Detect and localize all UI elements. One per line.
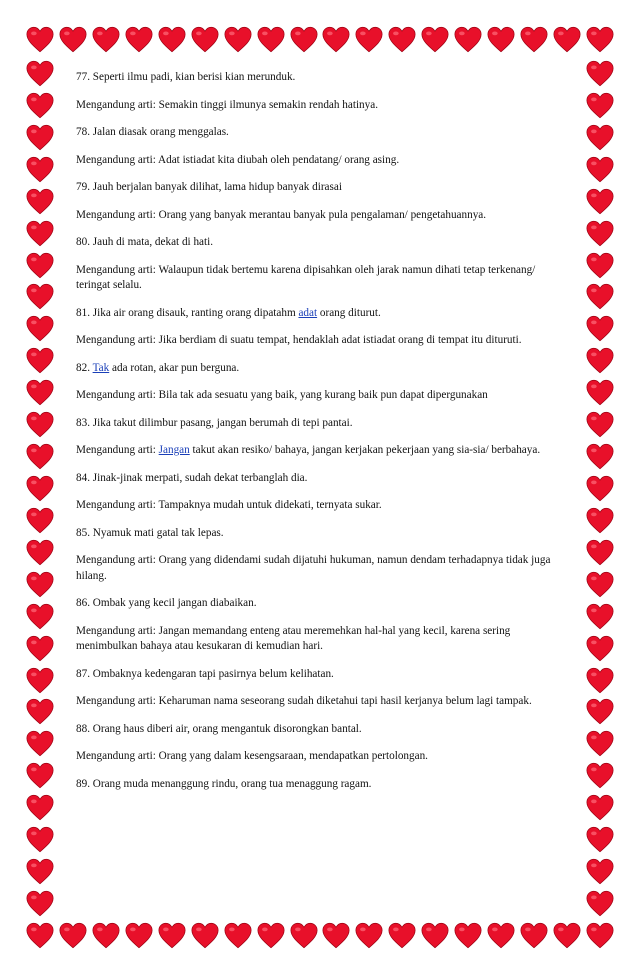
- heart-icon: [26, 858, 54, 885]
- heart-icon: [26, 26, 54, 53]
- heart-icon: [290, 922, 318, 949]
- heart-icon: [26, 571, 54, 598]
- heart-icon: [92, 922, 120, 949]
- heart-icon: [26, 379, 54, 406]
- meaning-line: [76, 749, 556, 765]
- meaning-line-text: Mengandung arti: Tampaknya mudah untuk didekati, ternyata sukar.: [76, 499, 382, 511]
- heart-icon: [26, 92, 54, 119]
- heart-icon: [257, 26, 285, 53]
- meaning-line-text: Mengandung arti: Orang yang dalam kesengsaraan, mendapatkan pertolongan.: [76, 750, 428, 762]
- heart-icon: [26, 283, 54, 310]
- proverb-line-text: 78. Jalan diasak orang menggalas.: [76, 126, 229, 138]
- heart-icon: [26, 315, 54, 342]
- meaning-line-text: Mengandung arti: Orang yang didendami sudah dijatuhi hukuman, namun dendam terhadapnya tidak juga hilang.: [76, 554, 551, 582]
- proverb-line: [76, 471, 556, 487]
- heart-icon: [586, 698, 614, 725]
- heart-icon: [322, 26, 350, 53]
- proverb-line-text: orang diturut.: [317, 306, 381, 319]
- heart-icon: [26, 922, 54, 949]
- heart-icon: [586, 890, 614, 917]
- heart-icon: [26, 539, 54, 566]
- proverb-line-text: 86. Ombak yang kecil jangan diabaikan.: [76, 597, 257, 609]
- meaning-line-text: Mengandung arti: Orang yang banyak merantau banyak pula pengalaman/ pengetahuannya.: [76, 208, 487, 221]
- inline-link[interactable]: Tak: [92, 361, 110, 374]
- heart-icon: [26, 443, 54, 470]
- heart-icon: [586, 603, 614, 630]
- heart-icon: [487, 26, 515, 53]
- heart-icon: [26, 698, 54, 725]
- proverb-line-text: 79. Jauh berjalan banyak dilihat, lama hidup banyak dirasai: [76, 181, 342, 193]
- proverb-line-text: 84. Jinak-jinak merpati, sudah dekat terbanglah dia.: [76, 471, 308, 484]
- heart-icon: [586, 667, 614, 694]
- meaning-line-text: Mengandung arti: Adat istiadat kita diubah oleh pendatang/ orang asing.: [76, 153, 400, 166]
- meaning-line: [76, 333, 556, 349]
- meaning-line-text: Mengandung arti: Semakin tinggi ilmunya semakin rendah hatinya.: [76, 98, 378, 111]
- heart-icon: [586, 124, 614, 151]
- heart-icon: [586, 26, 614, 53]
- heart-icon: [586, 252, 614, 279]
- heart-icon: [158, 922, 186, 949]
- heart-icon: [586, 762, 614, 789]
- proverb-line: [76, 180, 556, 196]
- proverb-line: [76, 361, 556, 377]
- proverb-line: [76, 526, 556, 542]
- heart-icon: [586, 283, 614, 310]
- heart-icon: [586, 156, 614, 183]
- heart-icon: [26, 220, 54, 247]
- heart-icon: [26, 603, 54, 630]
- heart-icon: [454, 26, 482, 53]
- heart-icon: [290, 26, 318, 53]
- proverb-line: [76, 306, 556, 322]
- meaning-line: [76, 208, 556, 224]
- heart-icon: [26, 794, 54, 821]
- proverb-line-text: 88. Orang haus diberi air, orang mengantuk disorongkan bantal.: [76, 722, 362, 735]
- heart-icon: [125, 26, 153, 53]
- heart-icon: [26, 252, 54, 279]
- heart-icon: [586, 475, 614, 502]
- heart-icon: [26, 124, 54, 151]
- meaning-line: [76, 388, 556, 404]
- heart-icon: [59, 922, 87, 949]
- heart-icon: [26, 475, 54, 502]
- heart-icon: [322, 922, 350, 949]
- heart-icon: [586, 315, 614, 342]
- heart-icon: [586, 826, 614, 853]
- proverb-line-text: 77. Seperti ilmu padi, kian berisi kian merunduk.: [76, 71, 296, 83]
- heart-icon: [388, 26, 416, 53]
- heart-icon: [586, 539, 614, 566]
- heart-icon: [454, 922, 482, 949]
- heart-icon: [586, 858, 614, 885]
- heart-icon: [92, 26, 120, 53]
- heart-icon: [388, 922, 416, 949]
- meaning-line: [76, 694, 556, 710]
- proverb-line-text: 80. Jauh di mata, dekat di hati.: [76, 236, 214, 248]
- proverb-line-text: 85. Nyamuk mati gatal tak lepas.: [76, 526, 224, 539]
- meaning-line-text: Mengandung arti: Bila tak ada sesuatu yang baik, yang kurang baik pun dapat dipergunakan: [76, 389, 488, 401]
- heart-icon: [26, 890, 54, 917]
- proverb-line-text: 83. Jika takut dilimbur pasang, jangan berumah di tepi pantai.: [76, 416, 353, 429]
- document-body: [76, 70, 556, 804]
- heart-icon: [26, 347, 54, 374]
- heart-icon: [586, 60, 614, 87]
- meaning-line: [76, 443, 556, 459]
- heart-icon: [26, 507, 54, 534]
- inline-link[interactable]: Jangan: [158, 444, 190, 456]
- heart-icon: [26, 156, 54, 183]
- heart-icon: [553, 922, 581, 949]
- meaning-line: [76, 498, 556, 514]
- heart-icon: [355, 26, 383, 53]
- heart-icon: [191, 922, 219, 949]
- proverb-line-text: 81. Jika air orang disauk, ranting orang dipatahm: [76, 306, 299, 319]
- heart-icon: [224, 922, 252, 949]
- heart-icon: [421, 922, 449, 949]
- meaning-line: [76, 98, 556, 114]
- heart-icon: [224, 26, 252, 53]
- meaning-line: [76, 153, 556, 169]
- heart-icon: [586, 730, 614, 757]
- meaning-line-text: Mengandung arti:: [76, 444, 159, 456]
- meaning-line-text: Mengandung arti: Jangan memandang enteng atau meremehkan hal-hal yang kecil, karena sering menimbulkan bahaya atau kesukaran di kemudian hari.: [76, 624, 511, 652]
- proverb-line-text: ada rotan, akar pun berguna.: [109, 361, 240, 374]
- heart-icon: [520, 922, 548, 949]
- heart-icon: [586, 220, 614, 247]
- heart-icon: [158, 26, 186, 53]
- meaning-line: [76, 263, 556, 294]
- proverb-line-text: 89. Orang muda menanggung rindu, orang tua menaggung ragam.: [76, 777, 372, 790]
- proverb-line: [76, 722, 556, 738]
- meaning-line-text: Mengandung arti: Walaupun tidak bertemu karena dipisahkan oleh jarak namun dihati tetap terkenang/ teringat selalu.: [76, 263, 536, 291]
- proverb-line: [76, 667, 556, 683]
- meaning-line-text: takut akan resiko/ bahaya, jangan kerjakan pekerjaan yang sia-sia/ berbahaya.: [189, 444, 541, 456]
- heart-icon: [586, 635, 614, 662]
- heart-icon: [26, 730, 54, 757]
- heart-icon: [26, 411, 54, 438]
- heart-icon: [355, 922, 383, 949]
- heart-icon: [59, 26, 87, 53]
- heart-icon: [191, 26, 219, 53]
- heart-icon: [586, 571, 614, 598]
- proverb-line: [76, 235, 556, 251]
- heart-icon: [257, 922, 285, 949]
- proverb-line: [76, 70, 556, 86]
- proverb-line-text: 82.: [76, 361, 93, 374]
- heart-icon: [26, 667, 54, 694]
- heart-icon: [26, 635, 54, 662]
- heart-icon: [520, 26, 548, 53]
- meaning-line-text: Mengandung arti: Jika berdiam di suatu tempat, hendaklah adat istiadat orang di tempat itu dituruti.: [76, 334, 522, 346]
- inline-link[interactable]: adat: [298, 306, 318, 319]
- heart-icon: [586, 188, 614, 215]
- heart-icon: [586, 92, 614, 119]
- heart-icon: [26, 60, 54, 87]
- meaning-line-text: Mengandung arti: Keharuman nama seseorang sudah diketahui tapi hasil kerjanya belum lagi tampak.: [76, 695, 532, 707]
- heart-icon: [125, 922, 153, 949]
- meaning-line: [76, 624, 556, 655]
- heart-icon: [26, 188, 54, 215]
- heart-icon: [586, 379, 614, 406]
- heart-icon: [586, 922, 614, 949]
- heart-icon: [586, 411, 614, 438]
- proverb-line: [76, 777, 556, 793]
- meaning-line: [76, 553, 556, 584]
- proverb-line: [76, 416, 556, 432]
- proverb-line: [76, 596, 556, 612]
- heart-icon: [586, 347, 614, 374]
- heart-icon: [586, 794, 614, 821]
- heart-icon: [553, 26, 581, 53]
- heart-icon: [586, 443, 614, 470]
- heart-icon: [26, 826, 54, 853]
- heart-icon: [586, 507, 614, 534]
- heart-icon: [421, 26, 449, 53]
- heart-icon: [26, 762, 54, 789]
- proverb-line: [76, 125, 556, 141]
- proverb-line-text: 87. Ombaknya kedengaran tapi pasirnya belum kelihatan.: [76, 667, 334, 680]
- heart-icon: [487, 922, 515, 949]
